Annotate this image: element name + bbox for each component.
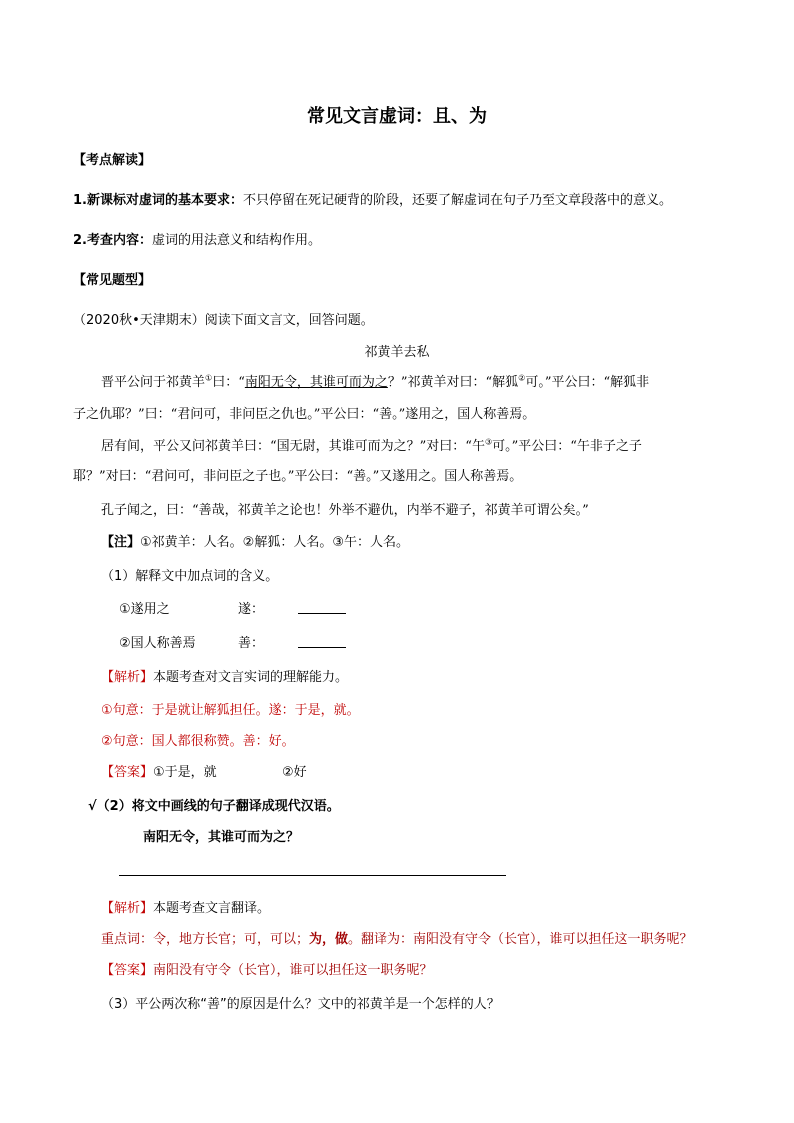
q1-item1-char — [238, 601, 264, 619]
q1-answer-1: ①于是，就 — [153, 765, 217, 780]
note-text: ①祁黄羊：人名。②解狐：人名。③午：人名。 — [140, 535, 409, 550]
key-words-text: 重点词：令，地方长官；可，可以； — [101, 932, 310, 947]
q2-answer — [101, 962, 433, 980]
source-line: （2020秋•天津期末）阅读下面文言文，回答问题。 — [73, 313, 374, 328]
q1-item2-text: ②国人称善焉 — [119, 636, 196, 651]
requirement-label: 1.新课标对虚词的基本要求： — [73, 193, 243, 208]
passage-text: 可。”平公曰：“午非子之子 — [492, 439, 642, 454]
passage-text: 晋平公问于祁黄羊 — [101, 375, 206, 390]
paragraph-requirement — [73, 192, 672, 210]
q2-sentence: 南阳无令，其谁可而为之？ — [143, 830, 300, 845]
passage-para2-line2: 耶？”对曰：“君问可，非问臣之子也。”平公曰：“善。”又遂用之。国人称善焉。 — [73, 469, 523, 484]
paragraph-exam-content — [73, 232, 321, 250]
q1-analysis-1: ①句意：于是就让解狐担任。遂：于是，就。 — [101, 703, 360, 718]
passage-para2-line1 — [101, 438, 642, 456]
section-heading-question-types: 【常见题型】 — [73, 273, 152, 288]
q2-answer-text: 南阳没有守令（长官），谁可以担任这一职务呢？ — [153, 963, 433, 978]
passage-text: ？”祁黄羊对曰：“解狐 — [387, 375, 519, 390]
footnote-mark: ③ — [484, 437, 493, 447]
analysis-label: 【解析】 — [101, 670, 154, 685]
q1-item1-char-text: 遂： — [238, 602, 265, 617]
q1-answer-2: ②好 — [282, 765, 307, 780]
checkmark-icon: √ — [88, 799, 97, 814]
note-label: 【注】 — [101, 535, 141, 550]
underlined-sentence: 南阳无令，其谁可而为之 — [244, 375, 388, 390]
note-line — [101, 534, 409, 552]
passage-para3: 孔子闻之，曰：“善哉，祁黄羊之论也！外举不避仇，内举不避子，祁黄羊可谓公矣。” — [101, 503, 589, 518]
answer-label: 【答案】 — [101, 963, 154, 978]
exam-content-text: 虚词的用法意义和结构作用。 — [151, 233, 321, 248]
footnote-mark: ① — [205, 373, 213, 383]
passage-para1-line1 — [101, 374, 649, 392]
q2-analysis — [101, 900, 270, 918]
q1-item2-char-text: 善： — [238, 636, 265, 651]
answer-label: 【答案】 — [101, 765, 154, 780]
question-2-text: （2）将文中画线的句子翻译成现代汉语。 — [96, 799, 340, 814]
q1-analysis — [101, 669, 348, 687]
key-words-bold: 为，做 — [309, 932, 349, 947]
question-3: （3）平公两次称“善”的原因是什么？文中的祁黄羊是一个怎样的人？ — [101, 997, 500, 1012]
q1-item2-blank[interactable] — [298, 635, 346, 654]
page-title: 常见文言虚词：且、为 — [307, 106, 487, 127]
q1-item1-text: ①遂用之 — [119, 602, 170, 617]
q1-answer — [101, 764, 217, 782]
q1-analysis-2: ②句意：国人都很称赞。善：好。 — [101, 734, 295, 749]
q1-item1 — [119, 601, 170, 619]
requirement-text: 不只停留在死记硬背的阶段，还要了解虚词在句子乃至文章段落中的意义。 — [242, 193, 672, 208]
question-1: （1）解释文中加点词的含义。 — [101, 569, 279, 584]
section-heading-exam-points: 【考点解读】 — [73, 153, 152, 168]
q1-item2-char — [238, 635, 264, 653]
analysis-label: 【解析】 — [101, 901, 154, 916]
translation-text: 。翻译为：南阳没有守令（长官），谁可以担任这一职务呢？ — [348, 932, 693, 947]
passage-title: 祁黄羊去私 — [364, 345, 430, 360]
passage-text: 可。”平公曰：“解狐非 — [525, 375, 650, 390]
passage-para1-line2: 子之仇耶？”曰：“君问可，非问臣之仇也。”平公曰：“善。”遂用之，国人称善焉。 — [73, 407, 536, 422]
footnote-mark: ② — [518, 373, 526, 383]
q2-analysis-text: 本题考查文言翻译。 — [153, 901, 271, 916]
question-2 — [88, 798, 340, 816]
passage-text: 居有间，平公又问祁黄羊曰：“国无尉，其谁可而为之？”对曰：“午 — [101, 439, 485, 454]
passage-text: 曰：“ — [212, 375, 245, 390]
answer-line[interactable] — [119, 875, 506, 876]
q1-item1-blank[interactable] — [298, 601, 346, 620]
q1-analysis-text: 本题考查对文言实词的理解能力。 — [153, 670, 349, 685]
q1-item2 — [119, 635, 196, 653]
q2-key-words — [101, 931, 693, 949]
exam-content-label: 2.考查内容： — [73, 233, 152, 248]
